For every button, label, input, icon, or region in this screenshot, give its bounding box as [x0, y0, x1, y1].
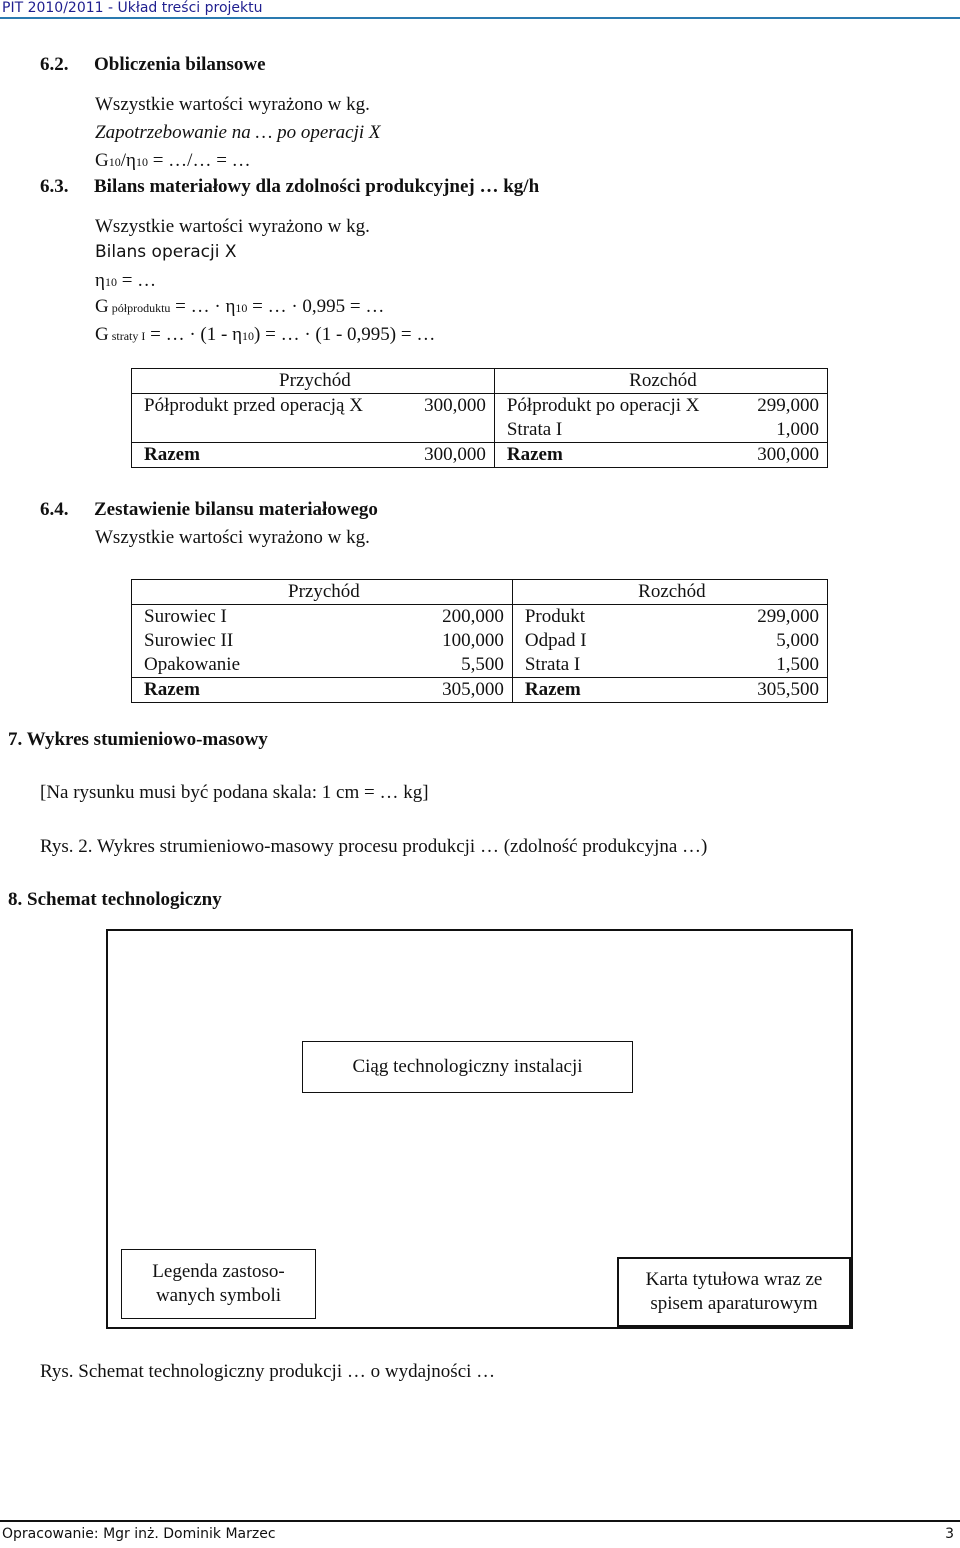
demand-line: Zapotrzebowanie na … po operacji X	[95, 122, 381, 143]
table-row	[132, 653, 828, 678]
section-7-heading: 7. Wykres stumieniowo-masowy	[8, 729, 268, 750]
footer-divider	[0, 1520, 960, 1522]
income-value: 300,000	[402, 394, 495, 419]
total-label: Razem	[524, 679, 581, 700]
section-number: 6.3.	[40, 176, 69, 197]
formula-part: = … · 0,995 = …	[247, 296, 385, 317]
income-value: 100,000	[355, 629, 513, 653]
figure-caption: Rys. 2. Wykres strumieniowo-masowy procesu produkcji … (zdolność produkcyjna …)	[40, 836, 708, 857]
units-note: Wszystkie wartości wyrażono w kg.	[95, 94, 370, 115]
formula-part: = …/… = …	[147, 150, 251, 171]
title-card-label-line: Karta tytułowa wraz ze	[645, 1269, 823, 1290]
formula-subscript: straty I	[108, 329, 146, 343]
total-value: 300,000	[402, 443, 495, 468]
process-line-box	[302, 1041, 633, 1093]
loss-formula	[95, 324, 435, 346]
formula-part: = …	[116, 270, 157, 291]
income-item	[132, 418, 402, 443]
income-item: Surowiec I	[144, 606, 227, 627]
legend-label-line: Legenda zastoso-	[152, 1261, 285, 1282]
formula-subscript: półproduktu	[108, 301, 171, 315]
units-note: Wszystkie wartości wyrażono w kg.	[95, 527, 370, 548]
income-item: Opakowanie	[144, 654, 241, 675]
formula-subscript: 10	[108, 155, 121, 169]
outcome-value: 1,000	[776, 419, 819, 440]
section-title: Bilans materiałowy dla zdolności produkcyjnej … kg/h	[94, 176, 540, 197]
table-row	[132, 418, 828, 443]
section-title: Zestawienie bilansu materiałowego	[94, 499, 378, 520]
outcome-header: Rozchód	[629, 370, 697, 391]
income-header: Przychód	[132, 369, 495, 394]
formula-subscript: 10	[135, 155, 148, 169]
eta-formula	[95, 270, 156, 292]
outcome-item: Produkt	[524, 606, 586, 627]
legend-box	[121, 1249, 316, 1319]
outcome-value: 1,500	[776, 654, 819, 675]
income-value: 5,500	[355, 653, 513, 678]
section-number: 6.2.	[40, 54, 69, 75]
operation-balance-table	[131, 368, 828, 468]
table-row	[132, 394, 828, 419]
income-value: 200,000	[355, 605, 513, 630]
section-6-3-heading	[40, 176, 540, 198]
total-label: Razem	[144, 444, 200, 465]
outcome-header: Rozchód	[638, 581, 706, 602]
header-title: PIT 2010/2011 - Układ treści projektu	[2, 0, 263, 16]
page-header	[0, 0, 960, 20]
material-balance-table	[131, 579, 828, 703]
outcome-value: 299,000	[757, 395, 819, 416]
total-label: Razem	[506, 444, 563, 465]
section-number: 6.4.	[40, 499, 69, 520]
formula-subscript: 10	[242, 329, 255, 343]
income-value	[402, 418, 495, 443]
title-card-label-line: spisem aparaturowym	[650, 1293, 818, 1314]
table-row	[132, 605, 828, 630]
total-value: 305,500	[757, 679, 819, 700]
demand-formula	[95, 150, 251, 172]
formula-symbol: G	[95, 324, 109, 345]
page-number: 3	[945, 1526, 954, 1542]
formula-symbol: η	[95, 270, 105, 291]
title-card-box	[617, 1257, 851, 1327]
formula-part: = … · η	[170, 296, 236, 317]
outcome-item: Półprodukt po operacji X	[506, 395, 700, 416]
formula-part: ) = … · (1 - 0,995) = …	[254, 324, 436, 345]
formula-symbol: G	[95, 150, 109, 171]
total-row	[132, 678, 828, 703]
formula-subscript: 10	[104, 275, 117, 289]
total-label: Razem	[144, 679, 200, 700]
outcome-item: Strata I	[524, 654, 581, 675]
process-line-label: Ciąg technologiczny instalacji	[352, 1056, 583, 1077]
outcome-value: 299,000	[757, 606, 819, 627]
income-header: Przychód	[132, 580, 513, 605]
scheme-caption: Rys. Schemat technologiczny produkcji … o wydajności …	[40, 1361, 496, 1382]
total-value: 300,000	[757, 444, 819, 465]
section-title: Obliczenia bilansowe	[94, 54, 266, 75]
footer-author: Opracowanie: Mgr inż. Dominik Marzec	[2, 1526, 276, 1542]
table-row	[132, 629, 828, 653]
total-row	[132, 443, 828, 468]
legend-label-line: wanych symboli	[155, 1285, 282, 1306]
section-8-heading: 8. Schemat technologiczny	[8, 889, 222, 910]
income-item: Półprodukt przed operacją X	[144, 395, 363, 416]
header-divider	[0, 17, 960, 19]
formula-part: /η	[120, 150, 136, 171]
outcome-item: Odpad I	[524, 630, 587, 651]
formula-subscript: 10	[235, 301, 248, 315]
scale-note: [Na rysunku musi być podana skala: 1 cm = … kg]	[40, 782, 429, 803]
section-6-2-heading	[40, 54, 266, 76]
formula-part: = … · (1 - η	[145, 324, 243, 345]
semi-product-formula	[95, 296, 384, 318]
total-value: 305,000	[355, 678, 513, 703]
outcome-value: 5,000	[776, 630, 819, 651]
outcome-item: Strata I	[506, 419, 563, 440]
formula-symbol: G	[95, 296, 109, 317]
income-item: Surowiec II	[144, 630, 234, 651]
section-6-4-heading	[40, 499, 378, 521]
operation-balance-label: Bilans operacji X	[95, 242, 237, 262]
units-note: Wszystkie wartości wyrażono w kg.	[95, 216, 370, 237]
